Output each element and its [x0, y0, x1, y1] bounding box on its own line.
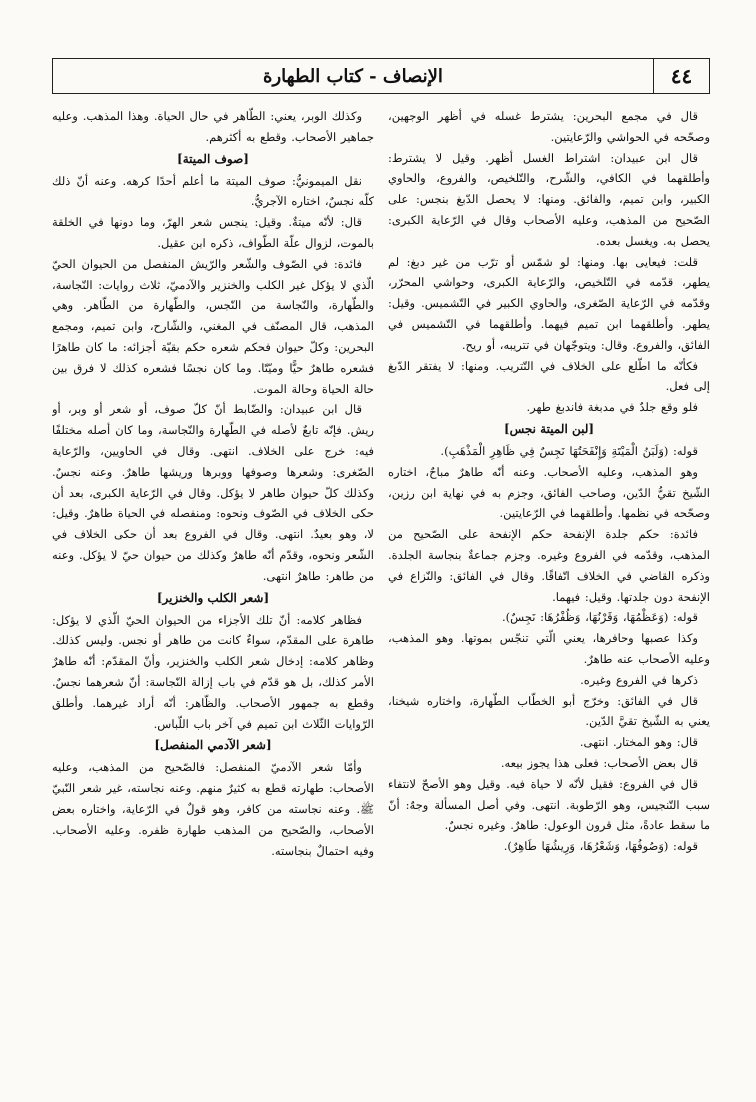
paragraph: قال بعض الأصحاب: فعلى هذا يجوز بيعه.	[500, 755, 698, 770]
section-heading-text: [لبن الميتة نجس]	[503, 421, 595, 436]
paragraph: قال في الفروع: فقيل لأنّه لا حياة فيه. وقيل وهو الأصحّ لانتفاء سبب التّنجيس، وهو الرّطوبة. انتهى. وفي أصل المسألة وجهٌ: أنّ ما سقط عادةً، مثل قرون الوعول: طاهرٌ. وغيره نجسٌ.	[388, 776, 710, 833]
paragraph: قال ابن عبيدان: اشتراط الغسل أظهر. وقيل لا يشترط: وأطلقهما في الكافي، والشّرح، والتّلخيص، والفروع، والحاوي الكبير، وابن تميم، والفائق. ومنها: لا يحصل الدّبغ بنجس: على الصّحيح من المذهب، وعليه الأصحاب وقال في الرّعاية الكبرى: يحصل به. ويغسل بعده.	[388, 150, 710, 248]
running-title: الإنصاف - كتاب الطهارة	[263, 65, 443, 87]
paragraph: نقل الميمونيُّ: صوف الميتة ما أعلم أحدًا كرهه. وعنه أنّ ذلك كلّه نجسٌ، اختاره الآجريُّ.	[52, 173, 374, 209]
paragraph: ذكرها في الفروع وغيره.	[580, 672, 698, 687]
section-heading	[52, 588, 374, 609]
section-heading-text: [صوف الميتة]	[177, 151, 249, 166]
margin-annotation	[6, 1000, 24, 1090]
paragraph: وهو المذهب، وعليه الأصحاب. وعنه أنّه طاهرٌ مباحٌ، اختاره الشّيخ تقيُّ الدّين، وصاحب الفائق، وجزم به في نهاية ابن رزين، وصحّحه في نظمها. وأطلقهما في الرّعايتين.	[388, 464, 710, 521]
paragraph: قال: لأنّه ميتةٌ. وقيل: ينجس شعر الهرّ، وما دونها في الخلقة بالموت، لزوال علّة الطّواف، ذكره ابن عقيل.	[52, 215, 374, 250]
paragraph: فكأنّه ما اطّلع على الخلاف في التّتريب. ومنها: لا يفتقر الدّبغ إلى فعل.	[388, 358, 710, 394]
paragraph: قال في مجمع البحرين: يشترط غسله في أظهر الوجهين، وصحّحه في الحواشي والرّعايتين.	[388, 109, 710, 144]
paragraph: فظاهر كلامه: أنّ تلك الأجزاء من الحيوان الحيّ الّذي لا يؤكل: طاهرة على المقدّم، سواءٌ كانت من طاهر أو نجس. وليس كذلك. وظاهر كلامه: إدخال شعر الكلب والخنزير، وأنّ المقدّم: أنّه طاهرٌ الأمر كذلك، بل هو قدّم في باب إزالة النّجاسة: أنّ شعرهما نجسٌ. وقطع به جمهور الأصحاب. والظّاهر: أنّه أراد غيرهما. وأطلق الرّوايات الثّلاث ابن تميم في آخر باب اللّباس.	[52, 612, 374, 731]
paragraph: وكذلك الوبر، يعني: الطّاهر في حال الحياة. وهذا المذهب. وعليه جماهير الأصحاب. وقطع به أكثرهم.	[52, 109, 374, 144]
section-heading	[388, 419, 710, 440]
page-number: ٤٤	[653, 59, 709, 93]
left-column	[52, 106, 374, 1094]
section-heading-text: [شعر الآدمي المنفصل]	[154, 738, 272, 753]
paragraph: قال في الفائق: وخرّج أبو الخطّاب الطّهارة، واختاره شيخنا، يعني به الشّيخ تقيَّ الدّين.	[388, 693, 710, 729]
paragraph: فلو وقع جلدٌ في مدبغة فاندبغ طهر.	[526, 400, 698, 415]
paragraph: قوله: (وَلَبَنُ الْمَيْتَةِ وَإِنْفَحَتُهَا نَجِسٌ فِي ظَاهِرِ الْمَذْهَبِ).	[440, 443, 698, 458]
paragraph: قلت: فيعايى بها. ومنها: لو شمّس أو ترّب من غير دبغ: لم يطهر، قدّمه في التّلخيص، والرّعاية الكبرى، وحواشي المحرّر، وقدّمه في الرّعاية الصّغرى، والحاوي الكبير في التّشميس. وقيل: يطهر. وأطلقهما ابن تميم فيهما. وأطلقهما في التّشميس في الفائق، والفروع. وقال: ويتوجّهان في تتريبه، أو ريح.	[388, 254, 710, 352]
section-heading-text: [شعر الكلب والخنزير]	[156, 590, 270, 605]
section-heading	[52, 149, 374, 170]
section-heading	[52, 735, 374, 756]
paragraph: قال: وهو المختار. انتهى.	[579, 735, 698, 750]
page-header	[52, 58, 710, 94]
paragraph: قال ابن عبيدان: والضّابط أنّ كلّ صوف، أو شعر أو وبر، أو ريش. فإنّه تابعٌ لأصله في الطّهارة والنّجاسة، وما كان أصله مختلفًا فيه: خرج على الخلاف. انتهى. وقال في الحاويين، والرّعاية الصّغرى: وشعرها وصوفها ووبرها وريشها طاهرٌ. وعنه نجسٌ. وكذلك كلّ حيوان طاهر لا يؤكل. وقال في الرّعاية الكبرى، بعد أن حكى الخلاف في الصّوف ونحوه: ومنفصله في الحياة طاهرٌ. وقيل: لا، وهو بعيدٌ. انتهى. وقال في الفروع بعد أن حكى الخلاف في الشّعر ونحوه، وقدّم أنّه طاهرٌ وكذلك من حيوان حيّ لا يؤكل. وعنه من طاهر: طاهرٌ انتهى.	[52, 402, 374, 583]
paragraph: وكذا عصبها وحافرها، يعني الّتي تنجّس بموتها. وهو المذهب، وعليه الأصحاب عنه طاهرٌ.	[388, 631, 710, 666]
paragraph: قوله: (وَصُوفُهَا، وَشَعْرُهَا، وَرِيشُهَا طَاهِرٌ).	[503, 839, 698, 854]
paragraph: قوله: (وَعَظْمُهَا، وَقَرْنُهَا، وَظُفْرُهَا: نَجِسٌ).	[502, 610, 698, 625]
paragraph: فائدة: حكم جلدة الإنفحة حكم الإنفحة على الصّحيح من المذهب، وقدّمه في الفروع وغيره. وجزم جماعةٌ بنجاسة الجلدة. وذكره القاضي في الخلاف اتّفاقًا. وقال في الفائق: والنّزاع في الإنفحة دون جلدتها. وقيل: فيهما.	[388, 527, 710, 604]
right-column	[388, 106, 710, 1094]
paragraph: وأمّا شعر الآدميّ المنفصل: فالصّحيح من المذهب، وعليه الأصحاب: طهارته قطع به كثيرٌ منهم. وعنه نجاسته، غير شعر النّبيّ ﷺ. وعنه نجاسته من كافر، وهو قولٌ في الرّعاية، واختاره بعض الأصحاب، والصّحيح من المذهب طهارة ظفره. وعليه الأصحاب. وفيه احتمالٌ بنجاسته.	[52, 760, 374, 858]
text-columns	[52, 106, 710, 1094]
paragraph: فائدة: في الصّوف والشّعر والرّيش المنفصل من الحيوان الحيّ الّذي لا يؤكل غير الكلب والخنزير والآدميّ، ثلاث روايات: النّجاسة، والطّهارة، والنّجاسة من النّجس، والطّهارة من الطّاهر. وهي المذهب، قال المصنّف في المغني، والشّارح، وابن تميم، ومجمع البحرين: وكلّ حيوان فحكم شعره حكم بقيّة أجزائه: ما كان طاهرًا فشعره طاهرٌ حيًّا وميّتًا. وما كان نجسًا فشعره كذلك لا فرق بين حالة الحياة وحالة الموت.	[52, 256, 374, 396]
